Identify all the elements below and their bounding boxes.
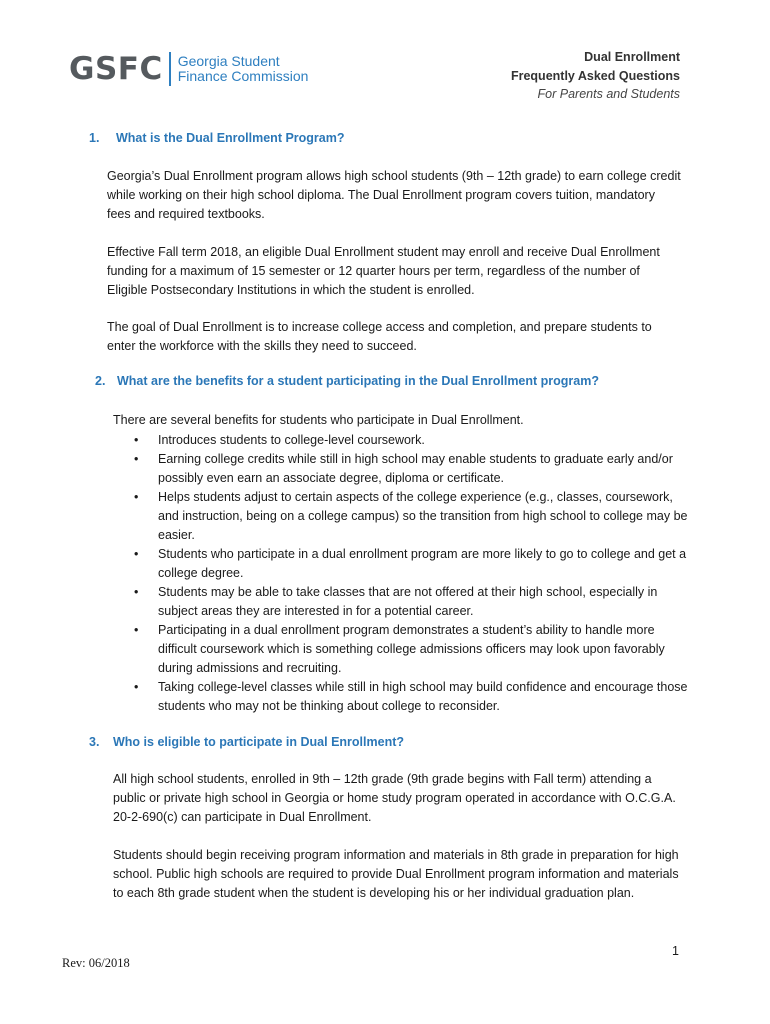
list-item <box>113 621 693 678</box>
question-number: 1. <box>89 131 100 145</box>
bullet: • <box>134 623 139 637</box>
answer-1-paragraph-2: Effective Fall term 2018, an eligible Dual Enrollment student may enroll and receive Dual Enrollment funding for a maximum of 15 semester or 12 quarter hours per term, regardless of the number of Eligible Postsecondary Institutions in which the student is enrolled. <box>107 245 660 297</box>
list-item-text: Students who participate in a dual enrollment program are more likely to go to college and get a college degree. <box>158 547 687 580</box>
answer-3-paragraph-1: All high school students, enrolled in 9th – 12th grade (9th grade begins with Fall term) attending a public or private high school in Georgia or home study program operated in accordance with O.C.G.A. 20-2-690(c) can participate in Dual Enrollment. <box>113 772 676 824</box>
logo-name-line2: Finance Commission <box>177 68 309 84</box>
revision-date: Rev: 06/2018 <box>62 956 130 970</box>
list-item-text: Participating in a dual enrollment program demonstrates a student’s ability to handle more difficult coursework which is something college admissions officers may look upon favorably during admissions and recruiting. <box>158 623 665 675</box>
list-item <box>113 450 693 488</box>
bullet: • <box>134 680 139 694</box>
bullet: • <box>134 433 139 447</box>
bullet: • <box>134 490 139 504</box>
list-item <box>113 431 693 450</box>
answer-3-paragraph-2: Students should begin receiving program information and materials in 8th grade in preparation for high school. Public high schools are required to provide Dual Enrollment program information and materials to each 8th grade student when the student is developing his or her individual graduation plan. <box>113 848 679 900</box>
list-item <box>113 678 693 716</box>
question-text: What is the Dual Enrollment Program? <box>116 131 345 145</box>
answer-2-intro: There are several benefits for students who participate in Dual Enrollment. <box>113 413 524 427</box>
list-item <box>113 583 693 621</box>
bullet: • <box>134 452 139 466</box>
list-item <box>113 488 693 545</box>
document-header <box>511 48 680 104</box>
list-item-text: Students may be able to take classes that are not offered at their high school, especially in subject areas they are interested in for a potential career. <box>158 585 658 618</box>
bullet: • <box>134 585 139 599</box>
list-item <box>113 545 693 583</box>
gsfc-logo <box>69 52 308 86</box>
document-title: Dual Enrollment <box>584 50 680 64</box>
page-number: 1 <box>672 944 679 958</box>
question-1-heading <box>89 131 345 145</box>
document-subtitle: Frequently Asked Questions <box>510 68 680 83</box>
logo-name <box>178 54 309 84</box>
question-text: What are the benefits for a student participating in the Dual Enrollment program? <box>117 374 599 388</box>
answer-1-paragraph-1: Georgia’s Dual Enrollment program allows high school students (9th – 12th grade) to earn college credit while working on their high school diploma. The Dual Enrollment program covers tuition, mandatory fees and required textbooks. <box>107 169 681 221</box>
question-number: 3. <box>89 735 100 749</box>
logo-name-line1: Georgia Student <box>177 53 280 69</box>
logo-divider <box>169 52 171 86</box>
bullet: • <box>134 547 139 561</box>
question-text: Who is eligible to participate in Dual Enrollment? <box>113 735 404 749</box>
list-item-text: Introduces students to college-level coursework. <box>158 433 425 447</box>
question-number: 2. <box>95 374 106 388</box>
list-item-text: Taking college-level classes while still in high school may build confidence and encourage those students who may not be thinking about college to reconsider. <box>158 680 688 713</box>
question-2-heading <box>95 374 599 388</box>
logo-mark: GSFC <box>69 50 163 87</box>
document-audience: For Parents and Students <box>537 87 680 101</box>
list-item-text: Helps students adjust to certain aspects of the college experience (e.g., classes, coursework, and instruction, being on a college campus) so the transition from high school to college may be easier. <box>158 490 688 542</box>
list-item-text: Earning college credits while still in high school may enable students to graduate early and/or possibly even earn an associate degree, diploma or certificate. <box>158 452 673 485</box>
question-3-heading <box>89 735 404 749</box>
benefits-list <box>113 431 693 716</box>
answer-1-paragraph-3: The goal of Dual Enrollment is to increase college access and completion, and prepare students to enter the workforce with the skills they need to succeed. <box>107 320 652 353</box>
